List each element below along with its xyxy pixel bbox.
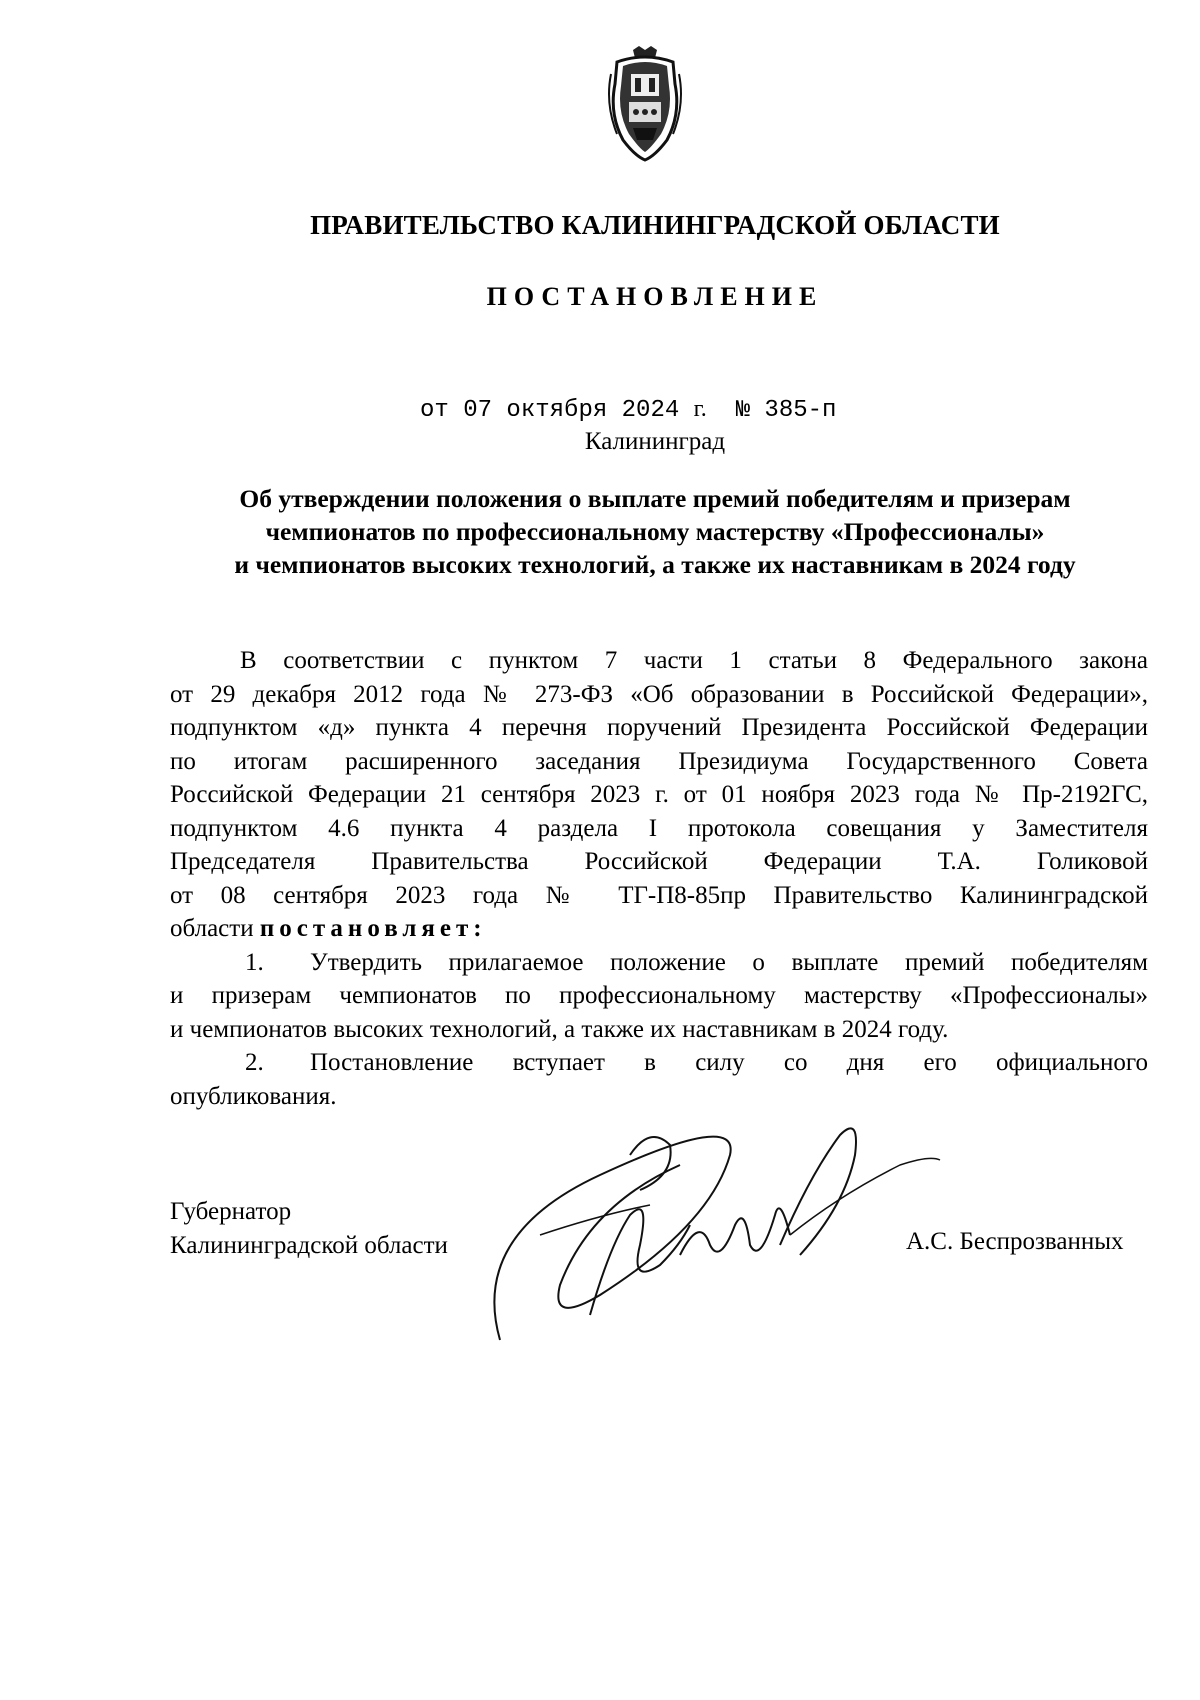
document-subject xyxy=(160,482,1150,581)
document-number: № 385-п xyxy=(735,397,837,424)
preamble-line: по итогам расширенного заседания Президиума Государственного Совета xyxy=(170,747,1148,775)
handwritten-signature xyxy=(480,1115,960,1345)
decree-line xyxy=(170,912,1148,946)
preamble-line: подпунктом «д» пункта 4 перечня поручений Президента Российской Федерации xyxy=(170,714,1148,741)
decree-lead: области xyxy=(170,915,254,942)
item-text: Утвердить прилагаемое положение о выплате премий победителям xyxy=(310,948,1148,976)
item-number: 2. xyxy=(245,1049,264,1076)
signatory-position xyxy=(170,1195,448,1262)
decree-word: постановляет: xyxy=(259,915,487,942)
position-line: Калининградской области xyxy=(170,1231,448,1259)
subject-line: и чемпионатов высоких технологий, а также их наставникам в 2024 году xyxy=(234,550,1076,579)
preamble-line: от 08 сентября 2023 года № ТГ-П8-85пр Правительство Калининградской xyxy=(170,881,1148,909)
item-line: и чемпионатов высоких технологий, а также их наставникам в 2024 году. xyxy=(170,1015,949,1043)
item-line xyxy=(170,1046,1148,1080)
preamble-line: Председателя Правительства Российской Федерации Т.А. Голиковой xyxy=(170,848,1148,875)
document-type: ПОСТАНОВЛЕНИЕ xyxy=(486,282,824,311)
government-title: ПРАВИТЕЛЬСТВО КАЛИНИНГРАДСКОЙ ОБЛАСТИ xyxy=(310,210,1000,240)
city: Калининград xyxy=(584,428,726,455)
document-date: 07 октября 2024 xyxy=(463,397,680,424)
subject-line: Об утверждении положения о выплате премий победителям и призерам xyxy=(239,484,1071,513)
preamble-line: подпунктом 4.6 пункта 4 раздела I протокола совещания у Заместителя xyxy=(170,814,1148,842)
date-number-line xyxy=(420,396,836,424)
item-line xyxy=(170,946,1148,980)
preamble-line: В соответствии с пунктом 7 части 1 статьи 8 Федерального закона xyxy=(240,647,1148,674)
position-line: Губернатор xyxy=(170,1198,292,1225)
item-line: и призерам чемпионатов по профессиональному мастерству «Профессионалы» xyxy=(170,982,1148,1009)
item-line: опубликования. xyxy=(170,1082,337,1110)
date-prefix: от xyxy=(420,397,449,424)
item-number: 1. xyxy=(245,948,264,976)
preamble-line: от 29 декабря 2012 года № 273-ФЗ «Об образовании в Российской Федерации», xyxy=(170,680,1148,708)
coat-of-arms-emblem xyxy=(603,44,687,162)
signatory-name: А.С. Беспрозванных xyxy=(906,1228,1124,1255)
year-suffix: г. xyxy=(693,396,707,422)
subject-line: чемпионатов по профессиональному мастерству «Профессионалы» xyxy=(265,517,1045,546)
item-text: Постановление вступает в силу со дня его официального xyxy=(310,1049,1148,1076)
preamble-line: Российской Федерации 21 сентября 2023 г. от 01 ноября 2023 года № Пр-2192ГС, xyxy=(170,781,1148,808)
document-body xyxy=(170,644,1148,1113)
